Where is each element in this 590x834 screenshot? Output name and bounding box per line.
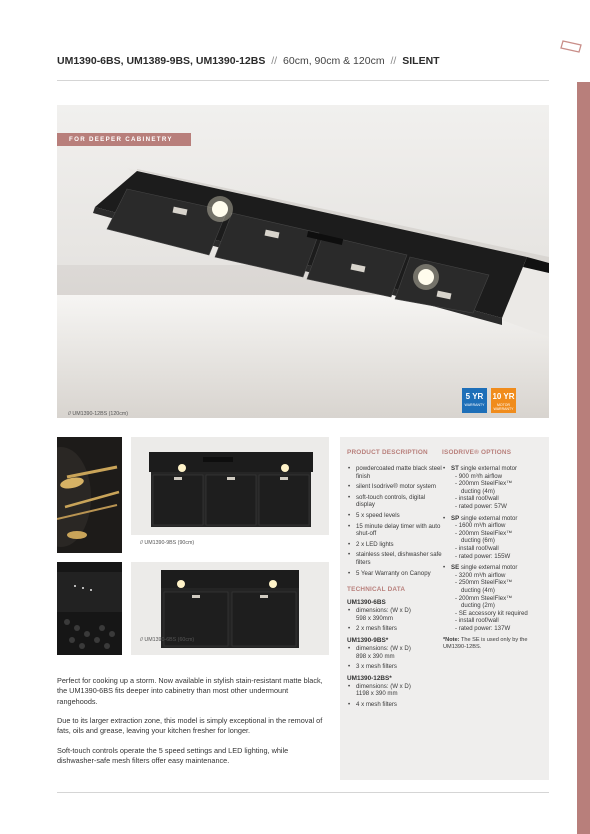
- model-spec-6bs: [347, 599, 443, 633]
- option-se: [442, 564, 546, 632]
- body-paragraph-3: Soft-touch controls operate the 5 speed settings and LED lighting, while dishwasher-safe mesh filters offer easy maintenance.: [57, 746, 289, 766]
- model-spec-9bs: [347, 637, 443, 671]
- cutlery-photo: [57, 437, 122, 553]
- option-detail: - install roof/wall: [455, 544, 499, 552]
- motor-warranty-label: MOTOR WARRANTY: [493, 403, 514, 411]
- caption-60cm: // UM1390-6BS (60cm): [140, 637, 195, 643]
- model-name: UM1390-6BS: [347, 599, 386, 607]
- dimensions-item: [347, 645, 443, 660]
- warranty-badges: [462, 388, 516, 413]
- rangehood-illustration: [57, 105, 549, 418]
- warranty-badge: [462, 388, 487, 413]
- option-description: single external motor: [460, 465, 518, 472]
- spec-column-isodrive: [442, 449, 546, 651]
- silent-label: SILENT: [402, 55, 440, 67]
- dimensions-label: dimensions: (W x D): [356, 682, 411, 690]
- sizes: 60cm, 90cm & 120cm: [283, 55, 385, 67]
- bookmark-tab-icon: [559, 40, 585, 54]
- option-code: SE: [451, 564, 460, 572]
- option-detail: - rated power: 57W: [455, 502, 507, 510]
- dimensions-label: dimensions: (W x D): [356, 607, 411, 615]
- option-code: SP: [451, 514, 460, 522]
- divider-top: [57, 80, 549, 81]
- rangehood-90cm-photo: [131, 437, 329, 535]
- note-label: *Note:: [443, 637, 460, 644]
- caption-90cm: // UM1390-9BS (90cm): [140, 540, 195, 546]
- option-description: single external motor: [460, 564, 518, 572]
- filters-item: • 2 x mesh filters: [347, 625, 443, 633]
- feature-item: • powdercoated matte black steel finish: [347, 465, 443, 480]
- dimensions-value: 898 x 390 mm: [356, 652, 395, 660]
- product-description-heading: PRODUCT DESCRIPTION: [347, 449, 428, 456]
- option-detail: - install roof/wall: [455, 617, 499, 625]
- feature-item: • 15 minute delay timer with auto shut-off: [347, 523, 443, 538]
- option-title: [442, 515, 546, 523]
- spec-panel: [340, 437, 549, 780]
- model-name: UM1390-12BS*: [347, 674, 392, 682]
- model-spec-12bs: [347, 675, 443, 709]
- option-detail: - rated power: 155W: [455, 552, 511, 560]
- spec-column-product: [347, 449, 443, 711]
- option-description: single external motor: [460, 514, 518, 522]
- option-detail: - rated power: 137W: [455, 624, 511, 632]
- feature-item: • silent Isodrive® motor system: [347, 483, 443, 491]
- body-paragraph-1: Perfect for cooking up a storm. Now available in stylish stain-resistant matte black, the UM1390-6BS fits deeper into cabinetry than most other undermount rangehoods.: [57, 676, 323, 706]
- option-detail: ducting (4m): [461, 487, 495, 495]
- option-detail: - SE accessory kit required: [455, 609, 528, 617]
- page-header: [57, 55, 549, 67]
- option-title: [442, 465, 546, 473]
- option-detail: - 900 m³/h airflow: [455, 472, 503, 480]
- option-title: [442, 564, 546, 572]
- divider-bottom: [57, 792, 549, 793]
- feature-item: • 5 x speed levels: [347, 512, 443, 520]
- option-detail: ducting (4m): [461, 586, 495, 594]
- deeper-cabinetry-tag: FOR DEEPER CABINETRY: [57, 133, 191, 146]
- warranty-label: WARRANTY: [464, 403, 485, 407]
- feature-item: • 5 Year Warranty on Canopy: [347, 570, 443, 578]
- option-detail: - 200mm SteelFlex™: [455, 594, 513, 602]
- option-detail: ducting (2m): [461, 602, 495, 610]
- model-name: UM1390-9BS*: [347, 636, 389, 644]
- option-detail: - 3200 m³/h airflow: [455, 571, 506, 579]
- option-detail: - 250mm SteelFlex™: [455, 579, 513, 587]
- motor-warranty-badge: [491, 388, 516, 413]
- dimensions-value: 598 x 390mm: [356, 614, 393, 622]
- model-numbers: UM1390-6BS, UM1389-9BS, UM1390-12BS: [57, 55, 266, 67]
- body-paragraph-2: Due to its larger extraction zone, this model is simply exceptional in the removal of fats, oils and grease, leaving your kitchen fresher for longer.: [57, 716, 323, 736]
- feature-item: • stainless steel, dishwasher safe filters: [347, 551, 443, 566]
- dimensions-item: [347, 607, 443, 622]
- option-detail: - 200mm SteelFlex™: [455, 480, 513, 488]
- side-accent-stripe: [577, 82, 590, 834]
- feature-item: • 2 x LED lights: [347, 541, 443, 549]
- option-sp: [442, 515, 546, 561]
- filters-item: • 3 x mesh filters: [347, 663, 443, 671]
- warranty-years: 5 YR: [465, 392, 484, 401]
- option-detail: - install roof/wall: [455, 495, 499, 503]
- feature-item: • soft-touch controls, digital display: [347, 494, 443, 509]
- dimensions-label: dimensions: (W x D): [356, 644, 411, 652]
- option-code: ST: [451, 465, 459, 472]
- se-note: [442, 637, 546, 651]
- product-features-list: [347, 465, 443, 577]
- hero-image: [57, 105, 549, 418]
- motor-warranty-years: 10 YR: [492, 392, 515, 401]
- dimensions-value: 1198 x 390 mm: [356, 690, 398, 698]
- option-detail: - 1600 m³/h airflow: [455, 522, 506, 530]
- option-detail: - 200mm SteelFlex™: [455, 529, 513, 537]
- separator: //: [271, 55, 278, 67]
- isodrive-options-heading: ISODRIVE® OPTIONS: [442, 449, 512, 456]
- technical-data-heading: TECHNICAL DATA: [347, 586, 406, 594]
- note-text: The SE is used only by the UM1390-12BS.: [443, 637, 528, 651]
- filters-item: • 4 x mesh filters: [347, 701, 443, 709]
- option-detail: ducting (6m): [461, 537, 495, 545]
- dimensions-item: [347, 683, 443, 698]
- control-panel-photo: [57, 562, 122, 655]
- separator: //: [390, 55, 397, 67]
- option-st: [442, 465, 546, 511]
- hero-caption: // UM1390-12BS (120cm): [68, 411, 129, 417]
